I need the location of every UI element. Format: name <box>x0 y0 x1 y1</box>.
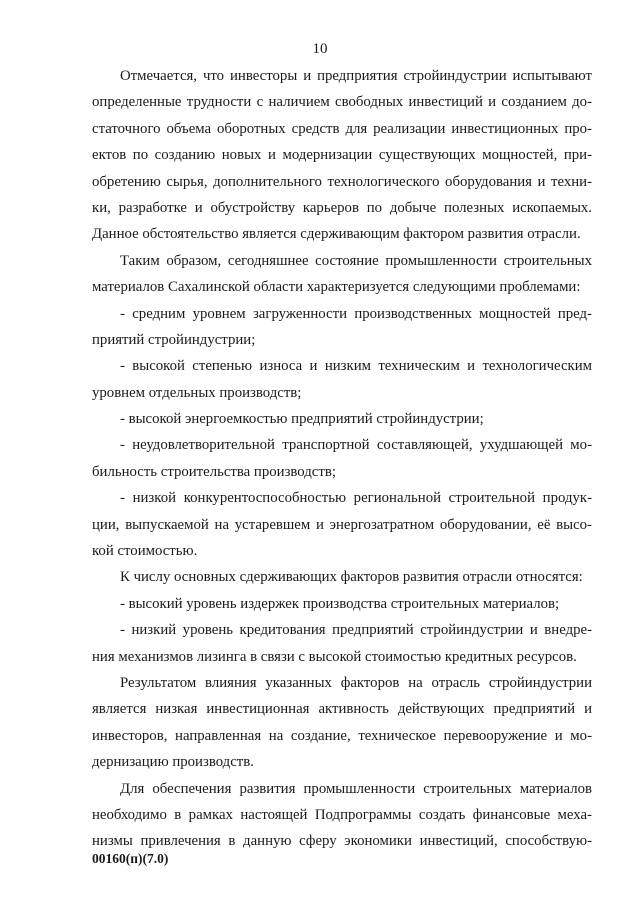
text-line: кой стоимостью. <box>92 543 198 560</box>
text-line: - низкий уровень кредитования предприятий стройиндустрии и внедре- <box>120 622 592 639</box>
text-line: Данное обстоятельство является сдерживающим фактором развития отрасли. <box>92 226 581 243</box>
text-line: определенные трудности с наличием свободных инвестиций и созданием до- <box>92 94 592 111</box>
text-line: ектов по созданию новых и модернизации существующих мощностей, при- <box>92 147 592 164</box>
document-body <box>92 63 592 855</box>
text-line: Результатом влияния указанных факторов на отрасль стройиндустрии <box>120 674 592 691</box>
page-number: 10 <box>312 41 328 57</box>
text-line: - неудовлетворительной транспортной составляющей, ухудшающей мо- <box>120 437 592 454</box>
text-line: материалов Сахалинской области характеризуется следующими проблемами: <box>92 279 581 296</box>
text-line: Таким образом, сегодняшнее состояние промышленности строительных <box>120 252 592 269</box>
text-line: - высокий уровень издержек производства строительных материалов; <box>120 595 560 612</box>
text-line: статочного объема оборотных средств для реализации инвестиционных про- <box>92 120 592 137</box>
text-line: - высокой степенью износа и низким техническим и технологическим <box>120 358 592 375</box>
text-line: - средним уровнем загруженности производственных мощностей пред- <box>120 305 592 322</box>
text-line: ния механизмов лизинга в связи с высокой стоимостью кредитных ресурсов. <box>92 648 577 665</box>
text-line: - высокой энергоемкостью предприятий стройиндустрии; <box>120 411 484 428</box>
text-line: приятий стройиндустрии; <box>92 331 256 348</box>
text-line: Отмечается, что инвесторы и предприятия стройиндустрии испытывают <box>120 68 592 84</box>
text-line: является низкая инвестиционная активность действующих предприятий и <box>92 701 592 718</box>
text-line: ки, разработке и обустройству карьеров по добыче полезных ископаемых. <box>92 199 592 216</box>
text-line: К числу основных сдерживающих факторов развития отрасли относятся: <box>120 569 583 586</box>
text-line: необходимо в рамках настоящей Подпрограммы создать финансовые меха- <box>92 806 592 823</box>
text-line: Для обеспечения развития промышленности строительных материалов <box>120 780 592 797</box>
document-code: 00160(п)(7.0) <box>92 851 169 866</box>
text-line: инвесторов, направленная на создание, техническое перевооружение и мо- <box>92 727 592 744</box>
text-line: бильность строительства производств; <box>92 463 336 480</box>
text-line: - низкой конкурентоспособностью региональной строительной продук- <box>120 490 592 507</box>
text-line: ции, выпускаемой на устаревшем и энергозатратном оборудовании, её высо- <box>92 516 592 533</box>
text-line: дернизацию производств. <box>92 754 254 771</box>
text-line: низмы привлечения в данную сферу экономики инвестиций, способствую- <box>92 833 592 850</box>
text-line: уровнем отдельных производств; <box>92 384 302 401</box>
text-line: обретению сырья, дополнительного технологического оборудования и техни- <box>92 173 592 190</box>
